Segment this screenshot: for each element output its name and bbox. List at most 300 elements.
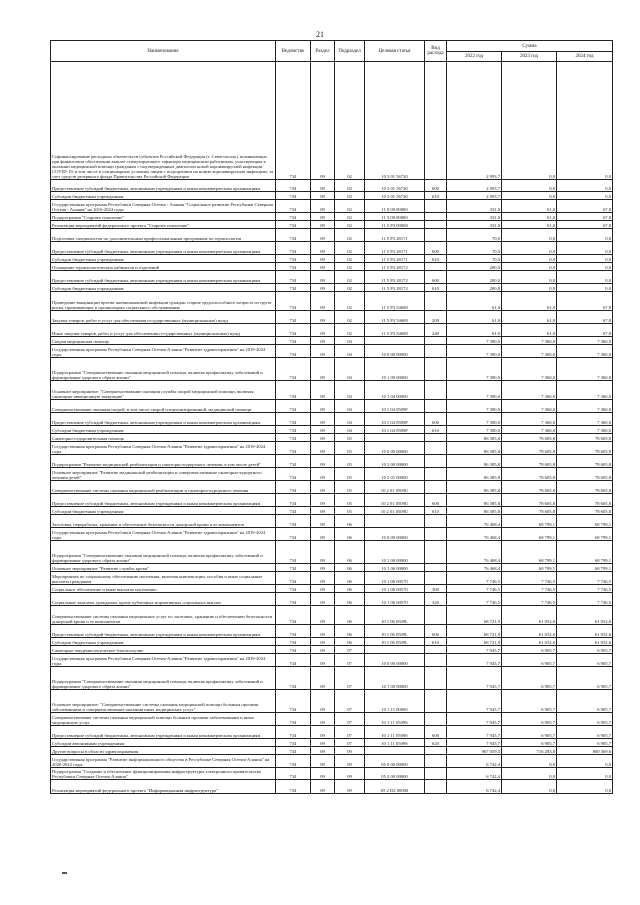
row-dept: 734: [276, 455, 311, 468]
row-dept: 734: [276, 229, 311, 242]
row-name: Субсидии бюджетным учреждениям: [51, 638, 276, 646]
row-article: 10 1 00 00000: [365, 358, 425, 381]
table-row: [51, 62, 613, 180]
row-section: 09: [311, 381, 335, 400]
row-sum-2022: 76 468,4: [447, 515, 502, 528]
row-subsection: 02: [335, 62, 365, 180]
row-section: 09: [311, 739, 335, 747]
row-sum-2022: 6 742,4: [447, 768, 502, 780]
table-row: [51, 755, 613, 768]
row-subsection: 04: [335, 381, 365, 400]
row-section: 09: [311, 311, 335, 324]
row-section: 09: [311, 468, 335, 481]
row-dept: 734: [276, 358, 311, 381]
row-section: 09: [311, 780, 335, 794]
row-article: 10 0 00 00000: [365, 654, 425, 667]
row-kind: 600: [425, 625, 447, 638]
table-row: [51, 726, 613, 739]
row-sum-2023: 61,0: [502, 213, 557, 221]
row-sum-2022: 68 721,9: [447, 625, 502, 638]
row-subsection: 07: [335, 654, 365, 667]
row-kind: [425, 564, 447, 572]
row-section: 09: [311, 528, 335, 541]
row-subsection: 04: [335, 400, 365, 413]
row-sum-2023: 7 360,0: [502, 337, 557, 345]
row-section: 09: [311, 638, 335, 646]
row-section: 09: [311, 200, 335, 213]
row-sum-2024: 6 905,7: [557, 726, 613, 739]
row-section: 09: [311, 345, 335, 358]
row-kind: [425, 434, 447, 442]
row-subsection: 02: [335, 221, 365, 229]
row-dept: 734: [276, 564, 311, 572]
table-row: [51, 324, 613, 337]
row-sum-2024: 0,0: [557, 255, 613, 263]
row-kind: [425, 755, 447, 768]
row-section: 09: [311, 324, 335, 337]
row-kind: [425, 263, 447, 271]
row-sum-2024: 68 799,1: [557, 541, 613, 564]
table-row: [51, 690, 613, 713]
row-sum-2024: 0,0: [557, 62, 613, 180]
row-section: 09: [311, 434, 335, 442]
row-article: 10 1 04 0509F: [365, 426, 425, 434]
row-subsection: 06: [335, 515, 365, 528]
row-subsection: 04: [335, 358, 365, 381]
row-article: 10 1 11 0509S: [365, 739, 425, 747]
row-section: 09: [311, 242, 335, 255]
row-sum-2022: 200,0: [447, 263, 502, 271]
row-subsection: 02: [335, 311, 365, 324]
row-article: 10 1 11 0509S: [365, 713, 425, 726]
row-dept: 734: [276, 739, 311, 747]
row-sum-2024: 0,0: [557, 229, 613, 242]
row-sum-2023: 78 605,8: [502, 507, 557, 515]
row-kind: 610: [425, 638, 447, 646]
row-kind: [425, 780, 447, 794]
row-kind: [425, 213, 447, 221]
row-section: 09: [311, 713, 335, 726]
table-row: [51, 667, 613, 690]
row-sum-2022: 7 746,5: [447, 585, 502, 593]
row-kind: [425, 690, 447, 713]
row-sum-2023: 7 360,0: [502, 358, 557, 381]
row-section: 09: [311, 667, 335, 690]
row-section: 09: [311, 625, 335, 638]
row-dept: 734: [276, 481, 311, 494]
row-subsection: 04: [335, 426, 365, 434]
row-section: 09: [311, 593, 335, 606]
row-name: Предоставление субсидий бюджетным, автономным учреждениям и иным некоммерческим организациям: [51, 726, 276, 739]
row-sum-2023: 0,0: [502, 271, 557, 284]
table-row: [51, 768, 613, 780]
row-article: 10 1 06 00570: [365, 572, 425, 585]
table-row: [51, 638, 613, 646]
row-name: Подпрограмма "Совершенствование оказания медицинской помощи, включая профилактику заболеваний и формирование здорового образа жизни": [51, 667, 276, 690]
row-subsection: 05: [335, 507, 365, 515]
row-sum-2023: 7 746,5: [502, 572, 557, 585]
row-subsection: 02: [335, 292, 365, 311]
row-sum-2024: 7 360,0: [557, 345, 613, 358]
row-sum-2022: 7 945,7: [447, 690, 502, 713]
row-sum-2024: 67,8: [557, 324, 613, 337]
row-subsection: 06: [335, 541, 365, 564]
row-kind: [425, 646, 447, 654]
row-section: 09: [311, 494, 335, 507]
row-subsection: 09: [335, 747, 365, 755]
row-dept: 734: [276, 690, 311, 713]
row-kind: 610: [425, 284, 447, 292]
row-sum-2022: 2 993,7: [447, 180, 502, 192]
table-row: [51, 192, 613, 200]
row-kind: [425, 515, 447, 528]
table-row: [51, 713, 613, 726]
row-subsection: 05: [335, 442, 365, 455]
row-article: 11 5 P3 28172: [365, 271, 425, 284]
row-article: 11 5 P3 28172: [365, 263, 425, 271]
row-sum-2022: 86 385,8: [447, 434, 502, 442]
row-sum-2024: 61 052,6: [557, 625, 613, 638]
row-dept: 734: [276, 426, 311, 434]
row-sum-2023: 0,0: [502, 62, 557, 180]
row-kind: [425, 747, 447, 755]
row-dept: 734: [276, 242, 311, 255]
row-article: [365, 646, 425, 654]
row-section: 09: [311, 442, 335, 455]
row-article: 10 1 06 00000: [365, 564, 425, 572]
row-name: Подпрограмма "Совершенствование оказания медицинской помощи, включая профилактику заболеваний и формирование здорового образа жизни": [51, 358, 276, 381]
row-sum-2022: 2 993,7: [447, 192, 502, 200]
row-sum-2024: 78 605,8: [557, 442, 613, 455]
row-dept: 734: [276, 780, 311, 794]
table-row: [51, 229, 613, 242]
row-subsection: 07: [335, 667, 365, 690]
row-name: Предоставление субсидий бюджетным, автономным учреждениям и иным некоммерческим организациям: [51, 494, 276, 507]
row-article: 11 5 P3 54680: [365, 324, 425, 337]
row-kind: 600: [425, 242, 447, 255]
row-subsection: 09: [335, 780, 365, 794]
row-section: 09: [311, 726, 335, 739]
row-subsection: 06: [335, 585, 365, 593]
header-year-2022: 2022 год: [447, 52, 502, 62]
row-sum-2023: 61 052,6: [502, 606, 557, 625]
table-row: [51, 455, 613, 468]
row-name: Субсидии автономным учреждениям: [51, 739, 276, 747]
row-article: 10 1 04 00000: [365, 381, 425, 400]
row-sum-2024: 800 369,6: [557, 747, 613, 755]
row-sum-2022: 7 390,0: [447, 400, 502, 413]
row-dept: 734: [276, 345, 311, 358]
row-sum-2023: 68 799,1: [502, 515, 557, 528]
row-section: 09: [311, 481, 335, 494]
row-dept: 734: [276, 400, 311, 413]
row-dept: 734: [276, 755, 311, 768]
row-subsection: 07: [335, 713, 365, 726]
row-kind: [425, 481, 447, 494]
header-section: Раздел: [311, 41, 335, 62]
row-sum-2024: 6 905,7: [557, 646, 613, 654]
row-sum-2022: 200,0: [447, 271, 502, 284]
row-sum-2024: 0,0: [557, 768, 613, 780]
row-name: Софинансирование расходных обязательств субъектов Российской Федерации (г. Севастополь), возникающих при финансовом обеспечении выплат стимулирующего характера медицинским работникам, участвующим в оказании медицинской помощи гражданам с подтвержденным диагнозом новой коронавирусной инфекции COVID-19, в том числе в стационарных условиях лицам с подозрением на новую коронавирусную инфекцию, за счет средств резервного фонда Правительства Российской Федерации: [51, 62, 276, 180]
row-subsection: 04: [335, 413, 365, 426]
row-kind: [425, 345, 447, 358]
row-section: 09: [311, 426, 335, 434]
row-article: 10 1 06 00570: [365, 593, 425, 606]
row-dept: 734: [276, 292, 311, 311]
row-article: 10 1 06 0509L: [365, 606, 425, 625]
row-article: 10 1 00 00000: [365, 667, 425, 690]
row-dept: 734: [276, 324, 311, 337]
row-name: Субсидии бюджетным учреждениям: [51, 426, 276, 434]
row-sum-2023: 6 905,7: [502, 646, 557, 654]
scan-mark: [62, 872, 67, 874]
row-kind: 200: [425, 311, 447, 324]
row-sum-2022: 7 390,0: [447, 426, 502, 434]
row-sum-2022: 86 385,8: [447, 507, 502, 515]
row-name: Совершенствование системы оказания медицинских услуг по заготовке, хранению и обеспечению безопасности донорской крови и ее компонентов: [51, 606, 276, 625]
row-sum-2024: 78 605,8: [557, 468, 613, 481]
row-section: 09: [311, 755, 335, 768]
row-sum-2022: 7 945,7: [447, 713, 502, 726]
row-sum-2024: 0,0: [557, 192, 613, 200]
row-subsection: 05: [335, 455, 365, 468]
row-section: 09: [311, 213, 335, 221]
row-sum-2024: 0,0: [557, 780, 613, 794]
table-row: [51, 593, 613, 606]
row-sum-2023: 78 605,8: [502, 481, 557, 494]
row-sum-2024: 68 799,1: [557, 515, 613, 528]
row-sum-2024: 0,0: [557, 180, 613, 192]
row-sum-2022: 86 385,8: [447, 481, 502, 494]
row-dept: 734: [276, 271, 311, 284]
row-sum-2022: 68 721,9: [447, 606, 502, 625]
table-row: [51, 625, 613, 638]
row-kind: [425, 541, 447, 564]
row-sum-2024: 61 052,6: [557, 606, 613, 625]
row-sum-2022: 331,0: [447, 221, 502, 229]
header-name: Наименование: [51, 41, 276, 62]
row-dept: 734: [276, 768, 311, 780]
row-sum-2024: 67,8: [557, 292, 613, 311]
row-sum-2022: 68 721,9: [447, 638, 502, 646]
row-dept: 734: [276, 515, 311, 528]
table-row: [51, 442, 613, 455]
row-article: 11 5 00 00000: [365, 213, 425, 221]
row-sum-2022: 70,0: [447, 255, 502, 263]
table-row: [51, 646, 613, 654]
table-row: [51, 271, 613, 284]
row-sum-2023: 68 799,1: [502, 528, 557, 541]
row-dept: 734: [276, 284, 311, 292]
table-row: [51, 284, 613, 292]
row-sum-2023: 7 746,5: [502, 585, 557, 593]
row-name: Основное мероприятие: "Совершенствование оказания службы скорой медицинской помощи, включая санитарно-авиационную эвакуацию": [51, 381, 276, 400]
row-sum-2023: 61 052,6: [502, 625, 557, 638]
row-name: Государственная программа Республики Северная Осетия-Алания "Развитие здравоохранения" на 2019-2024 годы: [51, 442, 276, 455]
table-row: [51, 426, 613, 434]
row-sum-2022: 331,0: [447, 213, 502, 221]
row-article: [365, 337, 425, 345]
row-article: [365, 434, 425, 442]
row-dept: 734: [276, 413, 311, 426]
row-sum-2024: 7 360,0: [557, 413, 613, 426]
row-section: 09: [311, 564, 335, 572]
header-article: Целевая статья: [365, 41, 425, 62]
row-section: 09: [311, 271, 335, 284]
row-dept: 734: [276, 200, 311, 213]
row-kind: 600: [425, 413, 447, 426]
row-sum-2022: 76 468,4: [447, 528, 502, 541]
budget-table: [50, 40, 613, 794]
row-subsection: 02: [335, 213, 365, 221]
row-sum-2023: 0,0: [502, 242, 557, 255]
table-row: [51, 345, 613, 358]
row-section: 09: [311, 263, 335, 271]
row-sum-2023: 61,0: [502, 311, 557, 324]
row-kind: [425, 381, 447, 400]
row-kind: 610: [425, 192, 447, 200]
table-row: [51, 507, 613, 515]
row-sum-2024: 67,8: [557, 213, 613, 221]
row-kind: 620: [425, 739, 447, 747]
row-article: 11 5 P3 54680: [365, 311, 425, 324]
row-sum-2024: 0,0: [557, 284, 613, 292]
table-row: [51, 221, 613, 229]
row-sum-2023: 61,0: [502, 292, 557, 311]
row-sum-2023: 6 905,7: [502, 713, 557, 726]
row-sum-2024: 67,8: [557, 221, 613, 229]
row-subsection: 04: [335, 337, 365, 345]
row-name: Государственная программа Республики Северная Осетия-Алания "Развитие здравоохранения" на 2019-2024 годы: [51, 654, 276, 667]
row-section: 09: [311, 585, 335, 593]
row-subsection: 04: [335, 345, 365, 358]
row-section: 09: [311, 180, 335, 192]
row-kind: 610: [425, 426, 447, 434]
row-name: Скорая медицинская помощь: [51, 337, 276, 345]
row-dept: 734: [276, 381, 311, 400]
row-kind: [425, 292, 447, 311]
row-name: Подпрограмма "Создание и обеспечение функционирования инфраструктуры электронного правительства Республики Северная Осетия-Алания": [51, 768, 276, 780]
row-kind: 610: [425, 255, 447, 263]
row-subsection: 05: [335, 434, 365, 442]
row-dept: 734: [276, 311, 311, 324]
row-sum-2022: 7 945,7: [447, 654, 502, 667]
row-dept: 734: [276, 667, 311, 690]
row-subsection: 06: [335, 593, 365, 606]
row-section: 09: [311, 221, 335, 229]
row-section: 09: [311, 606, 335, 625]
row-sum-2022: 967 059,3: [447, 747, 502, 755]
row-dept: 734: [276, 434, 311, 442]
row-dept: 734: [276, 255, 311, 263]
row-subsection: 07: [335, 646, 365, 654]
row-name: Реализация мероприятий федерального проекта "Информационная инфраструктура": [51, 780, 276, 794]
row-name: Государственная программа Республики Северная Осетия - Алания "Социальное развитие Республики Северная Осетия - Алания" на 2016-2024 годы: [51, 200, 276, 213]
row-kind: [425, 200, 447, 213]
row-sum-2024: 7 360,0: [557, 337, 613, 345]
row-name: Подпрограмма "Старшее поколение": [51, 213, 276, 221]
row-sum-2022: 200,0: [447, 284, 502, 292]
row-dept: 734: [276, 442, 311, 455]
row-name: Государственная программа Республики Северная Осетия-Алания "Развитие здравоохранения" на 2019-2024 годы: [51, 345, 276, 358]
table-row: [51, 337, 613, 345]
row-sum-2023: 68 799,1: [502, 541, 557, 564]
row-kind: [425, 400, 447, 413]
row-dept: 734: [276, 62, 311, 180]
row-sum-2022: 86 385,8: [447, 468, 502, 481]
row-sum-2023: 78 605,8: [502, 455, 557, 468]
row-sum-2023: 68 799,1: [502, 564, 557, 572]
row-kind: [425, 713, 447, 726]
row-kind: 300: [425, 585, 447, 593]
row-sum-2024: 78 605,8: [557, 434, 613, 442]
row-sum-2022: 86 385,8: [447, 455, 502, 468]
row-kind: [425, 654, 447, 667]
row-kind: 320: [425, 593, 447, 606]
row-subsection: 09: [335, 768, 365, 780]
row-subsection: 07: [335, 726, 365, 739]
header-dept: Ведомство: [276, 41, 311, 62]
row-name: Заготовка, переработка, хранение и обеспечение безопасности донорской крови и ее компонентов: [51, 515, 276, 528]
row-sum-2023: 7 360,0: [502, 426, 557, 434]
row-name: Иные закупки товаров, работ и услуг для обеспечения государственных (муниципальных) нужд: [51, 324, 276, 337]
row-sum-2024: 7 746,5: [557, 572, 613, 585]
row-section: 09: [311, 358, 335, 381]
row-sum-2022: 7 390,0: [447, 413, 502, 426]
row-subsection: 02: [335, 229, 365, 242]
row-name: Подготовка специалистов по дополнительным профессиональным программам по геронтологии: [51, 229, 276, 242]
row-sum-2024: 61 052,6: [557, 638, 613, 646]
table-row: [51, 381, 613, 400]
row-sum-2023: 0,0: [502, 255, 557, 263]
row-dept: 734: [276, 528, 311, 541]
row-sum-2024: 7 360,0: [557, 358, 613, 381]
table-row: [51, 780, 613, 794]
row-sum-2023: 78 605,8: [502, 442, 557, 455]
table-row: [51, 585, 613, 593]
row-sum-2023: 78 605,8: [502, 468, 557, 481]
page-number: 21: [316, 30, 324, 39]
row-dept: 734: [276, 213, 311, 221]
row-sum-2024: 0,0: [557, 271, 613, 284]
row-sum-2023: 0,0: [502, 768, 557, 780]
row-name: Основное мероприятие "Развитие службы крови": [51, 564, 276, 572]
row-dept: 734: [276, 541, 311, 564]
row-kind: 600: [425, 494, 447, 507]
row-sum-2024: 7 746,5: [557, 585, 613, 593]
row-article: 05 2 00 00000: [365, 768, 425, 780]
row-section: 09: [311, 337, 335, 345]
row-sum-2023: 7 746,5: [502, 593, 557, 606]
row-sum-2022: 6 742,4: [447, 755, 502, 768]
row-section: 09: [311, 654, 335, 667]
row-name: Предоставление субсидий бюджетным, автономным учреждениям и иным некоммерческим организациям: [51, 413, 276, 426]
row-sum-2024: 7 360,0: [557, 381, 613, 400]
row-name: Предоставление субсидий бюджетным, автономным учреждениям и иным некоммерческим организациям: [51, 625, 276, 638]
row-subsection: 02: [335, 324, 365, 337]
row-sum-2022: 7 746,5: [447, 593, 502, 606]
row-name: Закупка товаров, работ и услуг для обеспечения государственных (муниципальных) нужд: [51, 311, 276, 324]
row-dept: 734: [276, 625, 311, 638]
row-subsection: 02: [335, 255, 365, 263]
row-name: Совершенствование системы оказания медицинской помощи больным прочими заболеваниями и иных медицинских услуг: [51, 713, 276, 726]
row-section: 09: [311, 255, 335, 263]
row-sum-2022: 6 742,4: [447, 780, 502, 794]
row-article: 10 3 01 56720: [365, 180, 425, 192]
row-dept: 734: [276, 337, 311, 345]
row-section: 09: [311, 690, 335, 713]
